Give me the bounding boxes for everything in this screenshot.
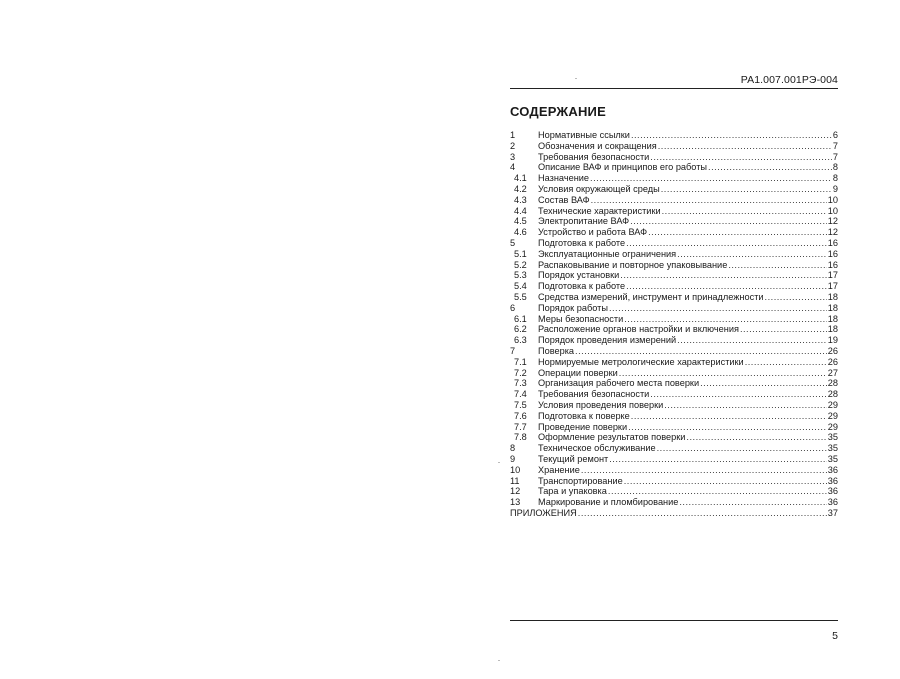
toc-entry-label: Подготовка к работе bbox=[538, 281, 626, 292]
toc-entry-page: 8 bbox=[832, 173, 838, 184]
toc-dot-leader bbox=[650, 389, 826, 400]
toc-entry bbox=[510, 497, 838, 508]
toc-entry-number: 8 bbox=[510, 443, 516, 454]
toc-entry-page: 10 bbox=[827, 194, 838, 205]
toc-entry-page: 18 bbox=[827, 324, 838, 335]
toc-entry-label: Оформление результатов поверки bbox=[538, 432, 686, 443]
page-number: 5 bbox=[832, 630, 838, 642]
toc-entry bbox=[510, 432, 838, 443]
toc-entry bbox=[510, 206, 838, 217]
toc-entry-label: Маркирование и пломбирование bbox=[538, 497, 679, 508]
toc-entry-label: Расположение органов настройки и включения bbox=[538, 324, 739, 335]
toc-entry-number: 7.7 bbox=[514, 421, 527, 432]
toc-entry-page: 7 bbox=[832, 140, 838, 151]
toc-dot-leader bbox=[679, 497, 826, 508]
toc-entry bbox=[510, 173, 838, 184]
toc-entry bbox=[510, 249, 838, 260]
toc-entry-page: 12 bbox=[827, 216, 838, 227]
document-code: РА1.007.001РЭ-004 bbox=[740, 74, 838, 86]
toc-entry-number: 7.4 bbox=[514, 389, 527, 400]
toc-entry bbox=[510, 162, 838, 173]
toc-entry-number: 3 bbox=[510, 151, 516, 162]
toc-entry bbox=[510, 378, 838, 389]
toc-entry bbox=[510, 216, 838, 227]
toc-dot-leader bbox=[624, 314, 827, 325]
header-rule bbox=[510, 88, 838, 89]
toc-dot-leader bbox=[631, 411, 827, 422]
toc-entry-page: 17 bbox=[827, 270, 838, 281]
toc-entry-number: 4.5 bbox=[514, 216, 527, 227]
toc-dot-leader bbox=[575, 346, 827, 357]
toc-entry-page: 9 bbox=[832, 183, 838, 194]
toc-dot-leader bbox=[677, 335, 827, 346]
toc-entry-page: 28 bbox=[827, 389, 838, 400]
toc-entry-page: 16 bbox=[827, 259, 838, 270]
toc-entry-label: Распаковывание и повторное упаковывание bbox=[538, 259, 728, 270]
toc-entry-page: 26 bbox=[827, 345, 838, 356]
toc-entry-number: 7.8 bbox=[514, 432, 527, 443]
toc-entry-number: 5.3 bbox=[514, 270, 527, 281]
toc-entry-label: Поверка bbox=[538, 345, 575, 356]
toc-entry-number: 1 bbox=[510, 130, 516, 140]
toc-entry-page: 27 bbox=[827, 367, 838, 378]
toc-entry-label: Состав ВАФ bbox=[538, 194, 590, 205]
toc-entry-label: Транспортирование bbox=[538, 475, 623, 486]
toc-dot-leader bbox=[708, 162, 832, 173]
toc-dot-leader bbox=[626, 281, 827, 292]
toc-entry-number: 5.4 bbox=[514, 281, 527, 292]
toc-entry-number: 5.2 bbox=[514, 259, 527, 270]
toc-dot-leader bbox=[677, 249, 827, 260]
toc-entry bbox=[510, 389, 838, 400]
toc-dot-leader bbox=[700, 378, 827, 389]
toc-entry-page: 35 bbox=[827, 453, 838, 464]
toc-dot-leader bbox=[581, 465, 827, 476]
toc-entry-number: 12 bbox=[510, 486, 521, 497]
toc-entry-label: Нормативные ссылки bbox=[538, 130, 630, 140]
toc-entry-number: 7.3 bbox=[514, 378, 527, 389]
toc-dot-leader bbox=[608, 486, 827, 497]
toc-dot-leader bbox=[765, 292, 827, 303]
toc-dot-leader bbox=[728, 260, 826, 271]
toc-entry-number: 11 bbox=[510, 475, 520, 486]
toc-entry-page: 17 bbox=[827, 281, 838, 292]
toc-dot-leader bbox=[664, 400, 827, 411]
toc-entry bbox=[510, 324, 838, 335]
toc-entry-number: 10 bbox=[510, 464, 521, 475]
toc-entry-label: Проведение поверки bbox=[538, 421, 628, 432]
toc-entry-page: 35 bbox=[827, 443, 838, 454]
toc-entry bbox=[510, 368, 838, 379]
toc-entry-number: 4 bbox=[510, 162, 516, 173]
toc-entry-label: Порядок работы bbox=[538, 302, 608, 313]
toc-entry-label: Требования безопасности bbox=[538, 389, 650, 400]
toc-entry-label: Описание ВАФ и принципов его работы bbox=[538, 162, 708, 173]
toc-dot-leader bbox=[740, 324, 827, 335]
toc-entry-page: 7 bbox=[832, 151, 838, 162]
toc-entry-label: Условия проведения поверки bbox=[538, 399, 664, 410]
toc-dot-leader bbox=[745, 357, 827, 368]
toc-entry-number: 6.2 bbox=[514, 324, 527, 335]
toc-entry-label: ПРИЛОЖЕНИЯ bbox=[510, 507, 577, 518]
toc-entry-number: 4.2 bbox=[514, 183, 527, 194]
toc-entry bbox=[510, 476, 838, 487]
toc-dot-leader bbox=[578, 508, 827, 519]
toc-entry bbox=[510, 314, 838, 325]
toc-entry bbox=[510, 508, 838, 519]
toc-entry-number: 2 bbox=[510, 140, 516, 151]
toc-entry bbox=[510, 130, 838, 141]
toc-entry-number: 5 bbox=[510, 237, 516, 248]
toc-entry-label: Подготовка к поверке bbox=[538, 410, 630, 421]
toc-entry-page: 29 bbox=[827, 421, 838, 432]
toc-entry-label: Условия окружающей среды bbox=[538, 183, 660, 194]
toc-entry bbox=[510, 422, 838, 433]
toc-entry bbox=[510, 454, 838, 465]
toc-dot-leader bbox=[630, 216, 827, 227]
toc-dot-leader bbox=[626, 238, 827, 249]
toc-entry-page: 37 bbox=[827, 507, 838, 518]
toc-entry-number: 7.5 bbox=[514, 399, 527, 410]
toc-entry-page: 12 bbox=[827, 227, 838, 238]
toc-entry-number: 6.3 bbox=[514, 335, 527, 346]
toc-dot-leader bbox=[590, 173, 832, 184]
toc-entry-page: 35 bbox=[827, 432, 838, 443]
toc-entry bbox=[510, 141, 838, 152]
toc-entry bbox=[510, 303, 838, 314]
toc-entry-label: Технические характеристики bbox=[538, 205, 661, 216]
table-of-contents bbox=[510, 130, 838, 519]
toc-entry-label: Нормируемые метрологические характеристики bbox=[538, 356, 744, 367]
toc-entry-page: 36 bbox=[827, 475, 838, 486]
toc-entry-label: Тара и упаковка bbox=[538, 486, 607, 497]
toc-entry-page: 10 bbox=[827, 205, 838, 216]
toc-dot-leader bbox=[628, 422, 827, 433]
toc-entry-number: 5.5 bbox=[514, 291, 527, 302]
toc-entry bbox=[510, 335, 838, 346]
toc-entry bbox=[510, 443, 838, 454]
toc-entry-number: 7.2 bbox=[514, 367, 527, 378]
toc-dot-leader bbox=[658, 141, 832, 152]
toc-entry-page: 19 bbox=[827, 335, 838, 346]
toc-entry bbox=[510, 346, 838, 357]
toc-entry-number: 7 bbox=[510, 345, 516, 356]
scan-speck bbox=[498, 660, 500, 661]
toc-entry bbox=[510, 152, 838, 163]
toc-entry-page: 29 bbox=[827, 410, 838, 421]
toc-entry bbox=[510, 260, 838, 271]
toc-entry-page: 6 bbox=[832, 130, 838, 140]
toc-entry-page: 36 bbox=[827, 486, 838, 497]
toc-entry-label: Обозначения и сокращения bbox=[538, 140, 657, 151]
toc-entry-number: 7.1 bbox=[514, 356, 527, 367]
toc-entry-number: 4.3 bbox=[514, 194, 527, 205]
toc-dot-leader bbox=[624, 476, 827, 487]
toc-entry bbox=[510, 184, 838, 195]
footer-rule bbox=[510, 620, 838, 621]
toc-entry-label: Меры безопасности bbox=[538, 313, 624, 324]
toc-entry bbox=[510, 292, 838, 303]
toc-dot-leader bbox=[686, 432, 826, 443]
toc-dot-leader bbox=[609, 303, 827, 314]
toc-dot-leader bbox=[609, 454, 827, 465]
toc-entry-page: 36 bbox=[827, 464, 838, 475]
toc-entry-page: 28 bbox=[827, 378, 838, 389]
scan-speck bbox=[498, 462, 500, 463]
toc-entry-number: 13 bbox=[510, 497, 521, 508]
toc-entry bbox=[510, 227, 838, 238]
toc-entry-number: 4.4 bbox=[514, 205, 527, 216]
toc-entry-label: Назначение bbox=[538, 173, 590, 184]
toc-entry bbox=[510, 486, 838, 497]
toc-entry-label: Средства измерений, инструмент и принадлежности bbox=[538, 291, 764, 302]
toc-entry-page: 29 bbox=[827, 399, 838, 410]
toc-entry-page: 18 bbox=[827, 313, 838, 324]
toc-entry-label: Электропитание ВАФ bbox=[538, 216, 630, 227]
toc-entry-label: Эксплуатационные ограничения bbox=[538, 248, 677, 259]
toc-dot-leader bbox=[619, 368, 827, 379]
toc-dot-leader bbox=[620, 270, 827, 281]
toc-entry-label: Операции поверки bbox=[538, 367, 618, 378]
toc-entry-page: 36 bbox=[827, 497, 838, 508]
toc-dot-leader bbox=[650, 152, 832, 163]
page-title: СОДЕРЖАНИЕ bbox=[510, 104, 606, 119]
toc-entry-number: 6 bbox=[510, 302, 516, 313]
toc-dot-leader bbox=[662, 206, 827, 217]
toc-entry-page: 26 bbox=[827, 356, 838, 367]
toc-entry bbox=[510, 238, 838, 249]
toc-entry-number: 6.1 bbox=[514, 313, 527, 324]
toc-entry-number: 7.6 bbox=[514, 410, 527, 421]
toc-entry-number: 5.1 bbox=[514, 248, 527, 259]
toc-dot-leader bbox=[591, 195, 827, 206]
toc-entry bbox=[510, 465, 838, 476]
toc-entry-number: 4.1 bbox=[514, 173, 527, 184]
scan-speck bbox=[575, 78, 577, 79]
toc-entry bbox=[510, 281, 838, 292]
toc-entry-label: Организация рабочего места поверки bbox=[538, 378, 700, 389]
toc-entry bbox=[510, 400, 838, 411]
toc-entry bbox=[510, 270, 838, 281]
toc-entry-number: 4.6 bbox=[514, 227, 527, 238]
toc-entry-page: 8 bbox=[832, 162, 838, 173]
toc-entry-label: Устройство и работа ВАФ bbox=[538, 227, 648, 238]
toc-entry bbox=[510, 411, 838, 422]
toc-entry-page: 16 bbox=[827, 248, 838, 259]
toc-dot-leader bbox=[657, 443, 827, 454]
toc-entry-label: Порядок проведения измерений bbox=[538, 335, 677, 346]
toc-entry-label: Хранение bbox=[538, 464, 580, 475]
toc-dot-leader bbox=[648, 227, 827, 238]
toc-entry-label: Подготовка к работе bbox=[538, 237, 626, 248]
toc-entry-number: 9 bbox=[510, 453, 516, 464]
toc-entry-page: 16 bbox=[827, 237, 838, 248]
toc-entry-label: Требования безопасности bbox=[538, 151, 650, 162]
toc-entry bbox=[510, 357, 838, 368]
toc-dot-leader bbox=[631, 130, 832, 141]
toc-entry-label: Порядок установки bbox=[538, 270, 620, 281]
toc-entry bbox=[510, 195, 838, 206]
toc-entry-label: Текущий ремонт bbox=[538, 453, 609, 464]
toc-dot-leader bbox=[661, 184, 832, 195]
toc-entry-page: 18 bbox=[827, 302, 838, 313]
toc-entry-label: Техническое обслуживание bbox=[538, 443, 656, 454]
toc-entry-page: 18 bbox=[827, 291, 838, 302]
